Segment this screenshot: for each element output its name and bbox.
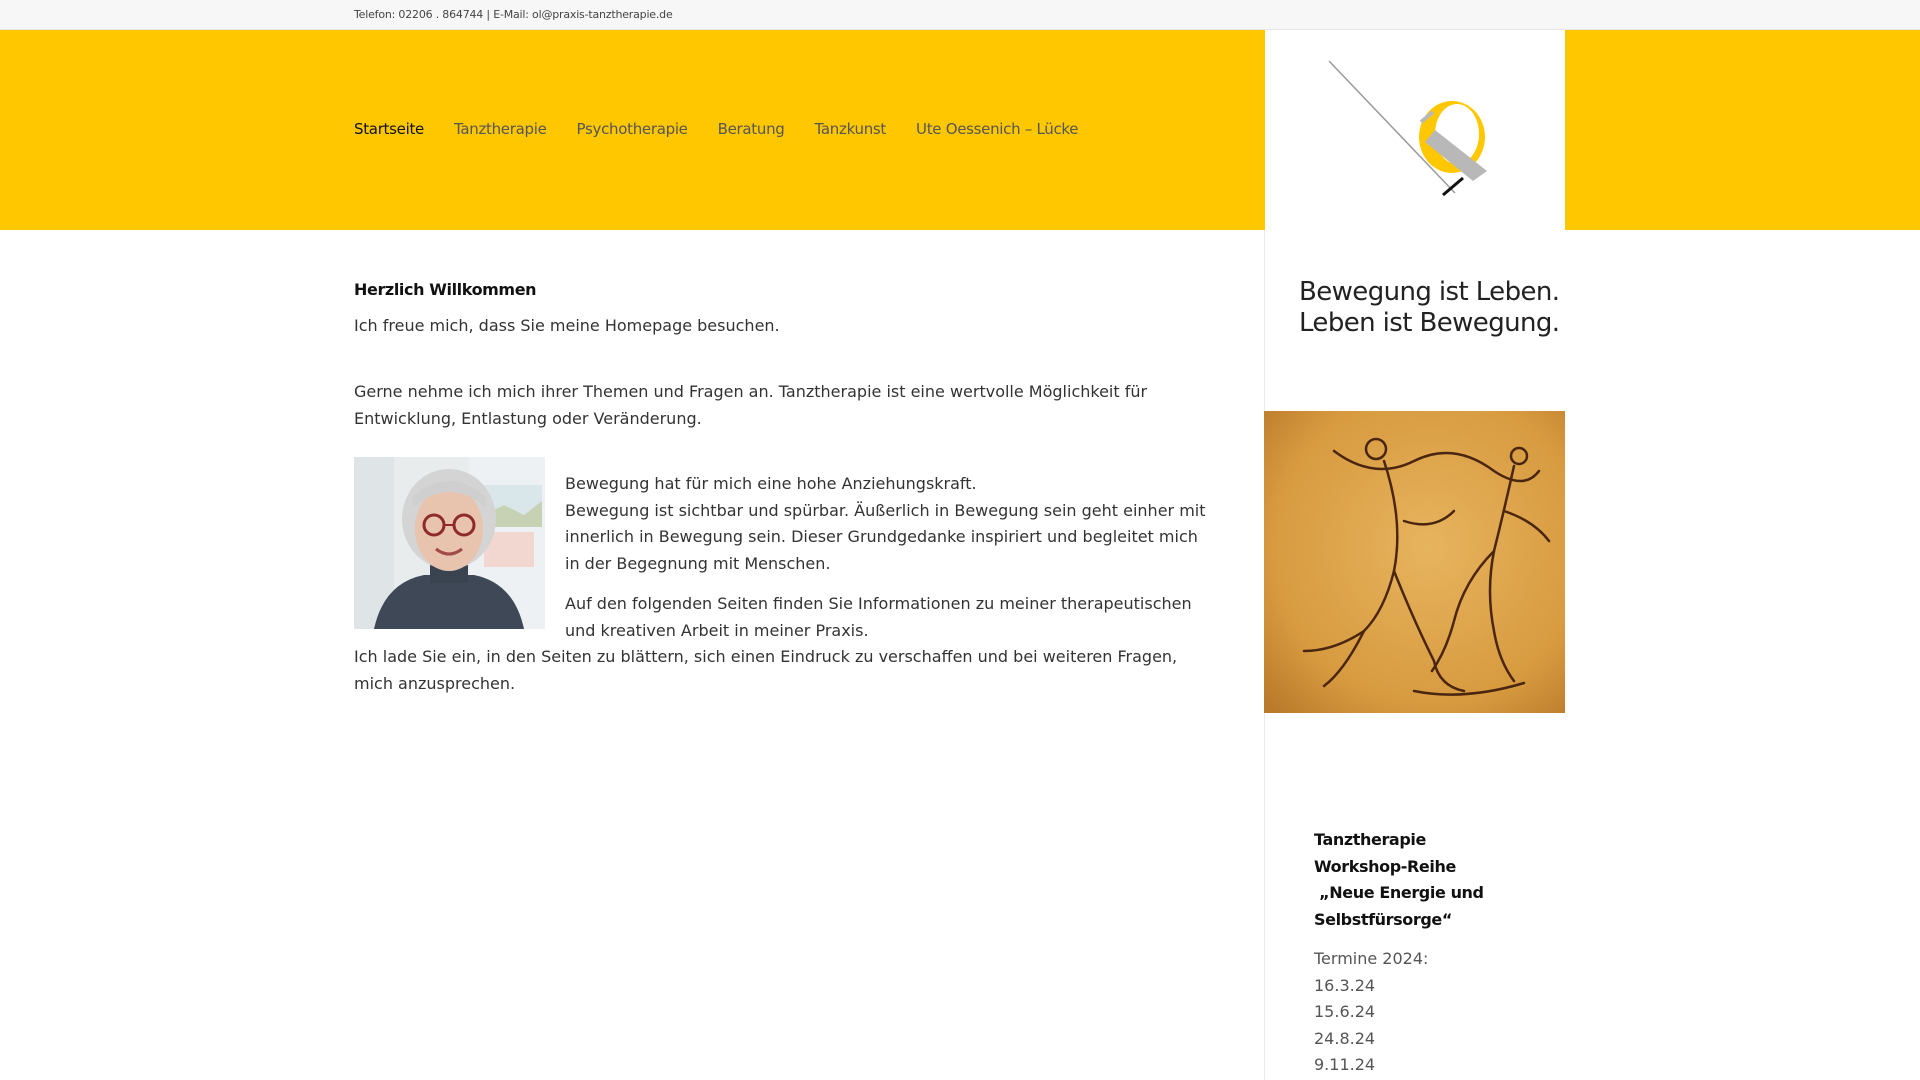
date-item: 16.3.24 [1314,975,1376,995]
dance-drawing-image [1264,411,1565,713]
main-nav [354,120,1108,138]
intro-line-movement: Bewegung ist sichtbar und spürbar. Äußerlich in Bewegung sein geht einher mit innerlich in Bewegung sein. Dieser Grundgedanke inspiriert und begleitet mich in der Begegnung mit Menschen. [565,500,1206,573]
portrait-image [354,457,545,629]
date-item: 15.6.24 [1314,1002,1376,1021]
date-item: 24.8.24 [1314,1028,1376,1048]
intro-paragraph: Ich freue mich, dass Sie meine Homepage besuchen. [354,315,780,335]
nav-psychotherapie[interactable]: Psychotherapie [576,120,688,138]
workshop-title-line: Workshop-Reihe [1314,856,1456,876]
workshop-title-line: „Neue Energie und [1314,883,1484,902]
practice-logo-icon [1265,30,1565,230]
invitation-paragraph: Ich lade Sie ein, in den Seiten zu blättern, sich einen Eindruck zu verschaffen und bei weiteren Fragen, mich anzusprechen. [354,647,1178,693]
nav-tanztherapie[interactable]: Tanztherapie [453,120,547,138]
motto-line-2: Leben ist Bewegung. [1299,308,1560,338]
workshop-title-line: Tanztherapie [1314,830,1426,849]
nav-beratung[interactable]: Beratung [717,120,785,138]
main-content [354,277,1209,697]
workshop-title [1314,827,1494,933]
motto [1299,277,1559,339]
nav-startseite[interactable]: Startseite [354,120,424,138]
nav-ute-oessenich[interactable]: Ute Oessenich – Lücke [916,120,1079,138]
dates-label: Termine 2024: [1314,949,1429,968]
top-info-bar [0,0,1920,30]
workshop-title-line: Selbstfürsorge“ [1314,909,1452,929]
intro-text [565,457,1209,644]
portrait-block [354,457,1209,644]
topics-paragraph: Gerne nehme ich mich ihrer Themen und Fragen an. Tanztherapie ist eine wertvolle Möglichkeit für Entwicklung, Entlastung oder Veränderung. [354,382,1148,428]
site-header [0,30,1920,230]
welcome-heading: Herzlich Willkommen [354,280,537,299]
intro-line-info: Auf den folgenden Seiten finden Sie Informationen zu meiner therapeutischen und kreativen Arbeit in meiner Praxis. [565,594,1192,640]
intro-line-attraction: Bewegung hat für mich eine hohe Anziehungskraft. [565,474,977,493]
date-item: 9.11.24 [1314,1055,1376,1074]
nav-tanzkunst[interactable]: Tanzkunst [814,120,887,138]
workshop-dates [1314,946,1494,1079]
workshop-widget [1314,827,1494,1079]
logo-link[interactable] [1265,30,1565,230]
motto-line-1: Bewegung ist Leben. [1299,277,1560,307]
contact-info: Telefon: 02206 . 864744 | E-Mail: ol@praxis-tanztherapie.de [354,8,673,21]
